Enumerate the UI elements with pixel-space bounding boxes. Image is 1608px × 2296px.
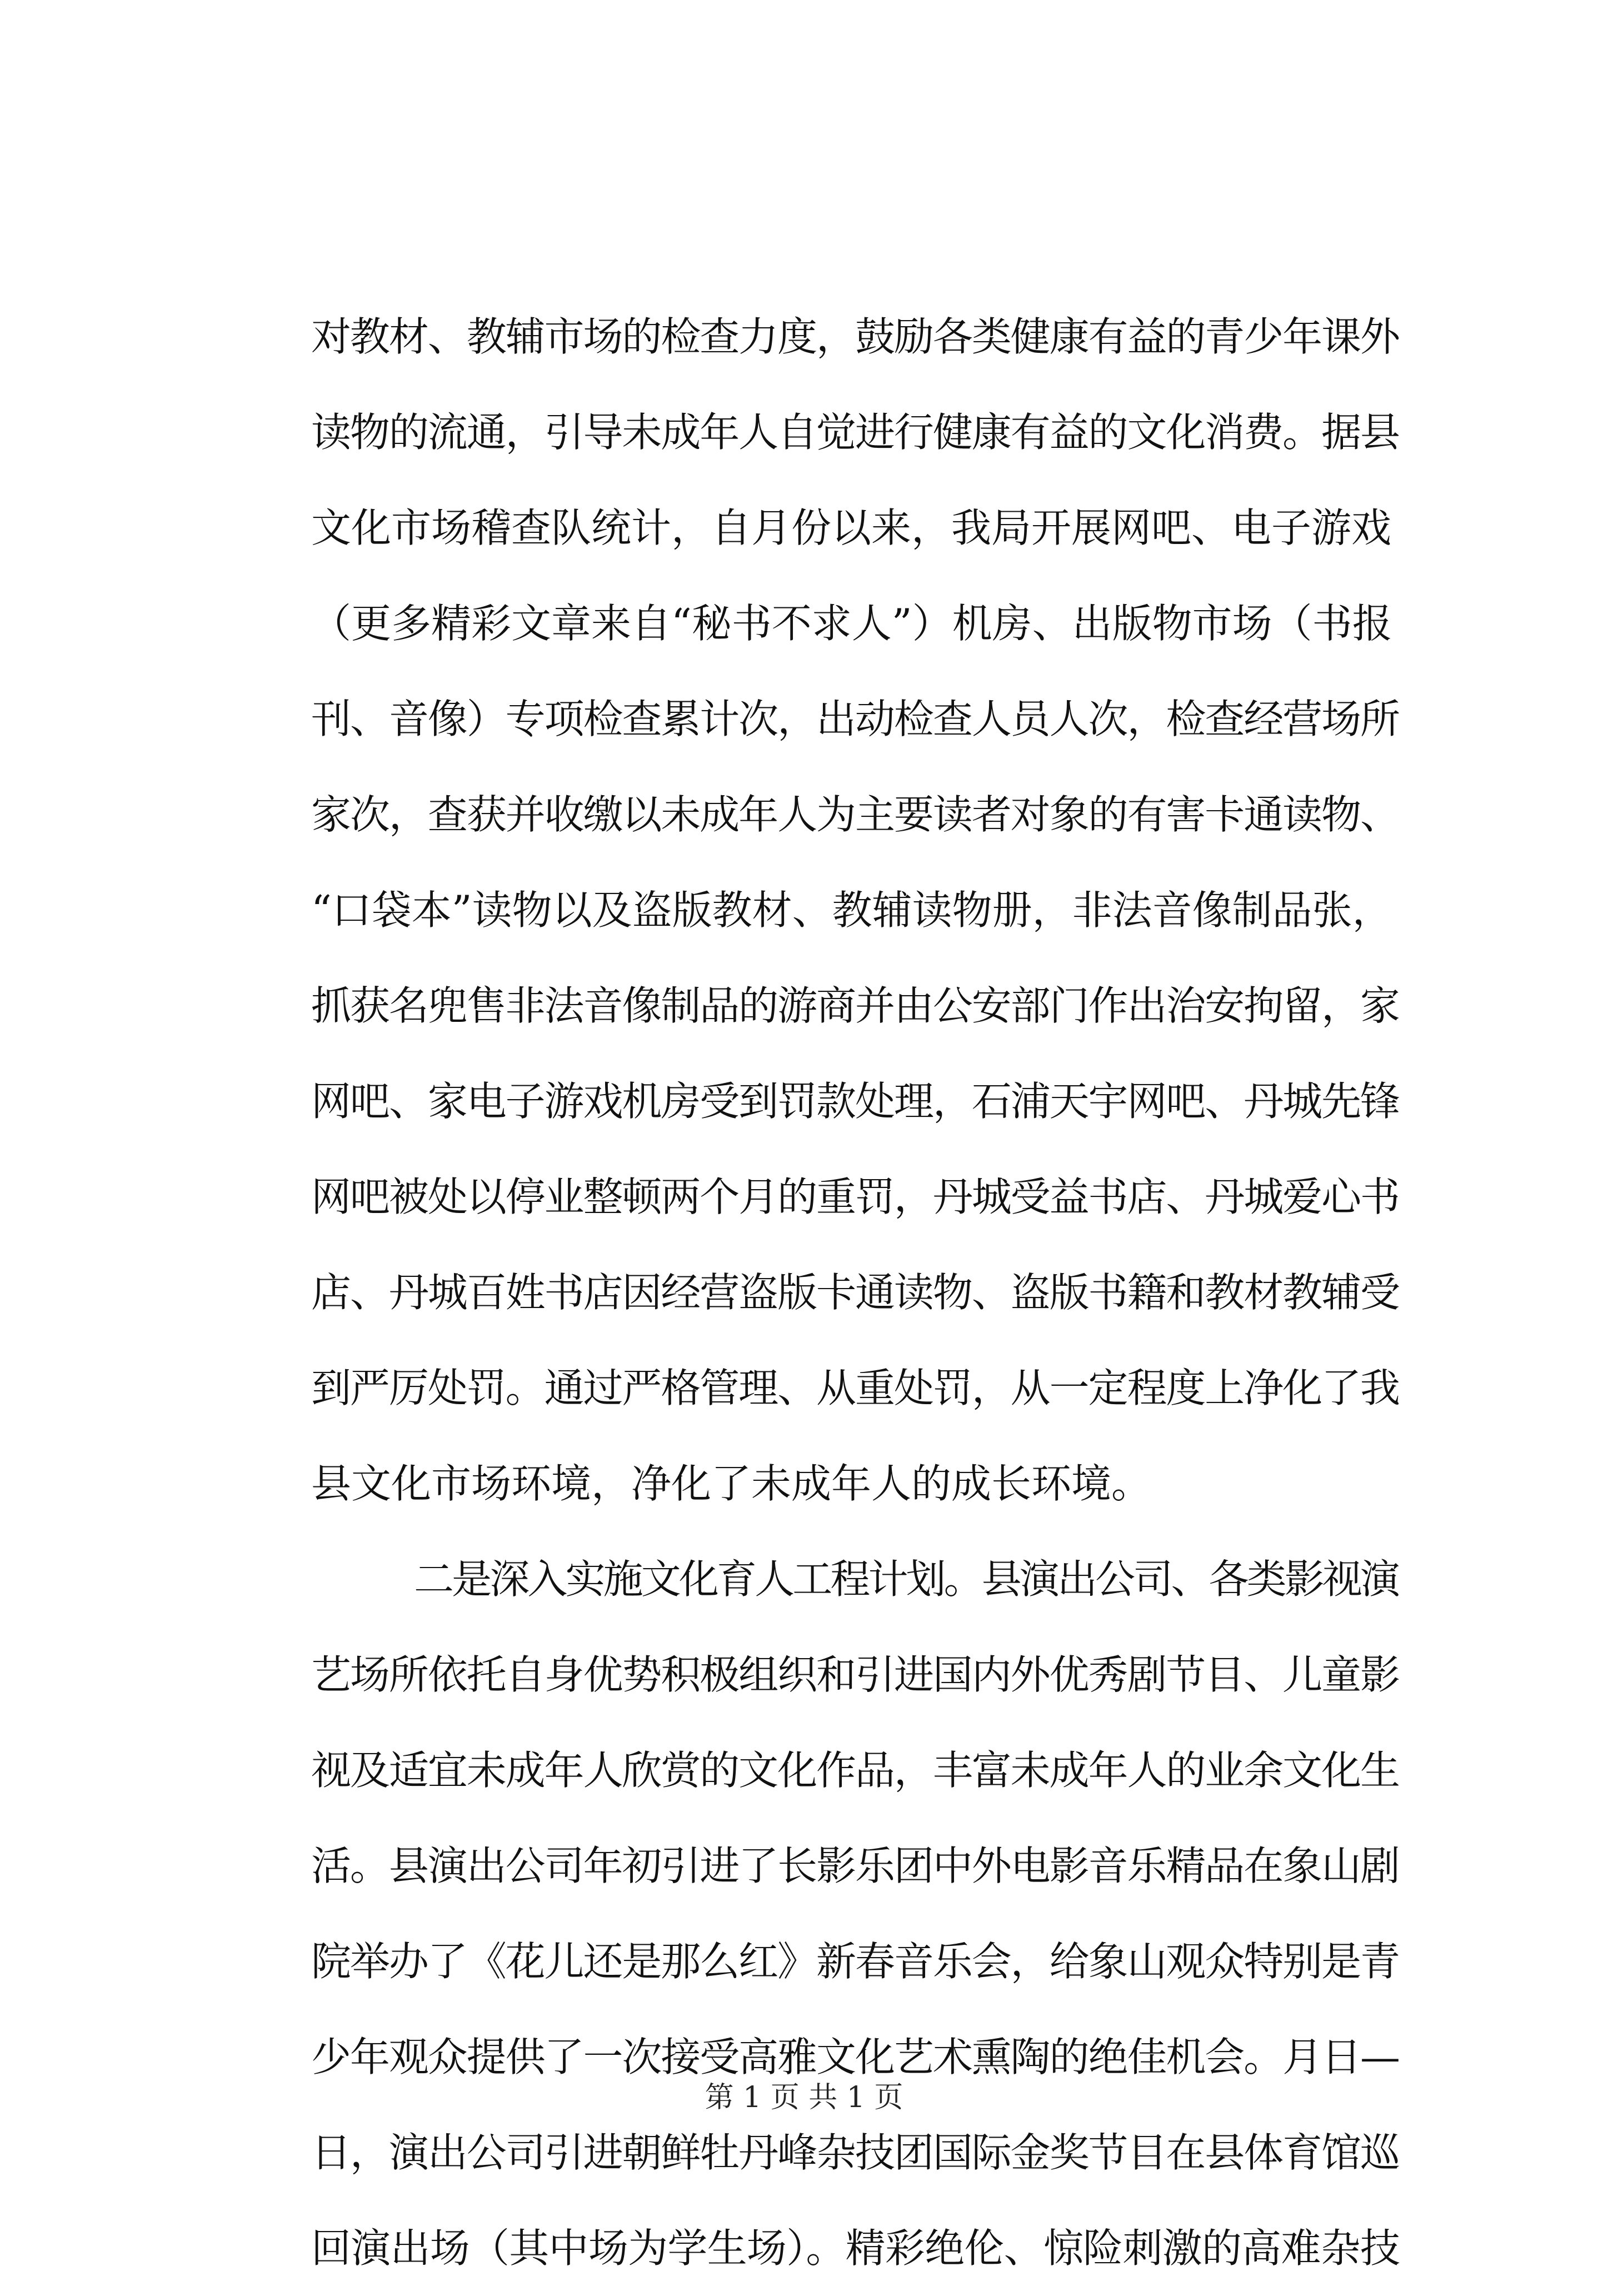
text-line: 文化市场稽查队统计，自月份以来，我局开展网吧、电子游戏 [311, 505, 1392, 551]
text-line: 活。县演出公司年初引进了长影乐团中外电影音乐精品在象山剧 [311, 1843, 1399, 1889]
text-line: 读物的流通，引导未成年人自觉进行健康有益的文化消费。据县 [311, 409, 1399, 456]
text-line: 网吧被处以停业整顿两个月的重罚，丹城受益书店、丹城爱心书 [311, 1174, 1399, 1220]
text-line: 家次，查获并收缴以未成年人为主要读者对象的有害卡通读物、 [311, 791, 1399, 838]
text-line: 二是深入实施文化育人工程计划。县演出公司、各类影视演 [414, 1556, 1399, 1603]
text-line: 艺场所依托自身优势积极组织和引进国内外优秀剧节目、儿童影 [311, 1651, 1399, 1698]
text-line: 网吧、家电子游戏机房受到罚款处理，石浦天宇网吧、丹城先锋 [311, 1078, 1399, 1125]
body-text [311, 289, 1400, 2296]
text-line: （更多精彩文章来自“秘书不求人”）机房、出版物市场（书报 [311, 600, 1392, 647]
text-line: 县文化市场环境，净化了未成年人的成长环境。 [311, 1460, 1152, 1507]
text-line: 店、丹城百姓书店因经营盗版卡通读物、盗版书籍和教材教辅受 [311, 1269, 1399, 1316]
text-line: 刊、音像）专项检查累计次，出动检查人员人次，检查经营场所 [311, 696, 1399, 742]
text-line: 视及适宜未成年人欣赏的文化作品，丰富未成年人的业余文化生 [311, 1747, 1399, 1794]
text-line: “口袋本”读物以及盗版教材、教辅读物册，非法音像制品张， [311, 887, 1392, 934]
text-line: 院举办了《花儿还是那么红》新春音乐会，给象山观众特别是青 [311, 1938, 1399, 1985]
text-line: 回演出场（其中场为学生场）。精彩绝伦、惊险刺激的高难杂技 [311, 2225, 1400, 2272]
text-line: 少年观众提供了一次接受高雅文化艺术熏陶的绝佳机会。月日— [311, 2034, 1399, 2080]
text-line: 对教材、教辅市场的检查力度，鼓励各类健康有益的青少年课外 [311, 313, 1399, 360]
page-footer: 第 1 页 共 1 页 [705, 2081, 903, 2114]
text-line: 抓获名兜售非法音像制品的游商并由公安部门作出治安拘留，家 [311, 982, 1399, 1029]
text-line: 到严厉处罚。通过严格管理、从重处罚，从一定程度上净化了我 [311, 1365, 1399, 1411]
text-line: 日，演出公司引进朝鲜牡丹峰杂技团国际金奖节目在县体育馆巡 [311, 2129, 1399, 2176]
